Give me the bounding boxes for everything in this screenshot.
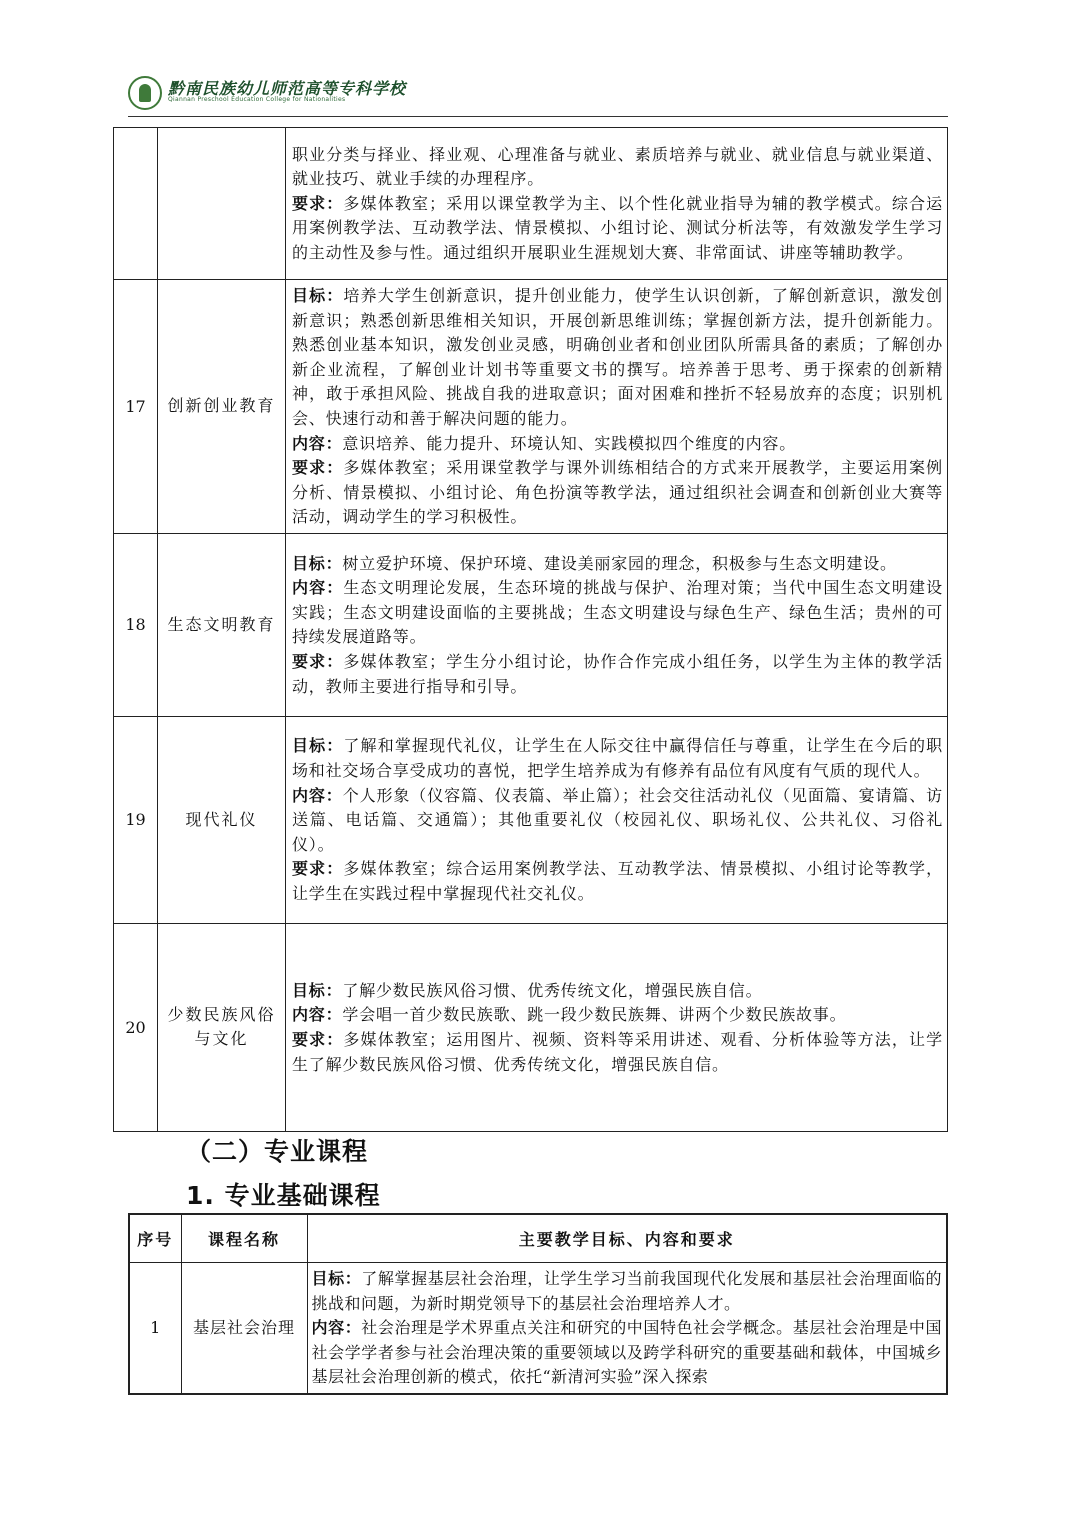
header-course-name: 课程名称 [181, 1214, 307, 1263]
subsection-heading: 1. 专业基础课程 [186, 1181, 381, 1210]
header-divider [128, 116, 948, 117]
row-number: 17 [114, 280, 158, 534]
course-description: 目标：培养大学生创新意识，提升创业能力，使学生认识创新，了解创新意识，激发创新意识；熟悉创新思维相关知识，开展创新思维训练；掌握创新方法，提升创新能力。熟悉创业基本知识，激发创业灵感，明确创业者和创业团队所需具备的素质；了解创办新企业流程，了解创业计划书等重要文书的撰写。培养善于思考、勇于探索的创新精神，敢于承担风险、挑战自我的进取意识；面对困难和挫折不轻易放弃的态度；识别机会、快速行动和善于解决问题的能力。 内容：意识培养、能力提升、环境认知、实践模拟四个维度的内容。 要求：多媒体教室；采用课堂教学与课外训练相结合的方式来开展教学，主要运用案例分析、情景模拟、小组讨论、角色扮演等教学法，通过组织社会调查和创新创业大赛等活动，调动学生的学习积极性。 [286, 280, 948, 534]
course-description: 目标：树立爱护环境、保护环境、建设美丽家园的理念，积极参与生态文明建设。 内容：生态文明理论发展，生态环境的挑战与保护、治理对策；当代中国生态文明建设实践；生态文明建设面临的主要挑战；生态文明建设与绿色生产、绿色生活；贵州的可持续发展道路等。 要求：多媒体教室；学生分小组讨论，协作合作完成小组任务，以学生为主体的教学活动，教师主要进行指导和引导。 [286, 533, 948, 716]
course-description: 目标：了解和掌握现代礼仪，让学生在人际交往中赢得信任与尊重，让学生在今后的职场和社交场合享受成功的喜悦，把学生培养成为有修养有品位有风度有气质的现代人。 内容：个人形象（仪容篇、仪表篇、举止篇）；社会交往活动礼仪（见面篇、宴请篇、访送篇、电话篇、交通篇）；其他重要礼仪（校园礼仪、职场礼仪、公共礼仪、习俗礼仪）。 要求：多媒体教室；综合运用案例教学法、互动教学法、情景模拟、小组讨论等教学，让学生在实践过程中掌握现代社交礼仪。 [286, 716, 948, 923]
table-header-row [129, 1214, 947, 1263]
course-name: 创新创业教育 [158, 280, 286, 534]
table-row [114, 280, 948, 534]
school-name-cn: 黔南民族幼儿师范高等专科学校 [168, 79, 407, 98]
course-name: 生态文明教育 [158, 533, 286, 716]
course-name [158, 128, 286, 280]
section-heading: （二）专业课程 [186, 1137, 369, 1166]
school-emblem-icon [128, 76, 162, 110]
table-row [114, 923, 948, 1131]
course-description: 职业分类与择业、择业观、心理准备与就业、素质培养与就业、就业信息与就业渠道、就业技巧、就业手续的办理程序。 要求：多媒体教室；采用以课堂教学为主、以个性化就业指导为辅的教学模式。综合运用案例教学法、互动教学法、情景模拟、小组讨论、测试分析法等，有效激发学生学习的主动性及参与性。通过组织开展职业生涯规划大赛、非常面试、讲座等辅助教学。 [286, 128, 948, 280]
table-row [114, 128, 948, 280]
header-num: 序号 [129, 1214, 181, 1263]
table-row [114, 716, 948, 923]
general-courses-table [113, 127, 948, 1132]
row-number: 20 [114, 923, 158, 1131]
table-row [114, 533, 948, 716]
row-number: 19 [114, 716, 158, 923]
course-description: 目标：了解掌握基层社会治理，让学生学习当前我国现代化发展和基层社会治理面临的挑战和问题，为新时期党领导下的基层社会治理培养人才。 内容：社会治理是学术界重点关注和研究的中国特色社会学概念。基层社会治理是中国社会学学者参与社会治理决策的重要领域以及跨学科研究的重要基础和载体，中国城乡基层社会治理创新的模式，依托“新清河实验”深入探索 [307, 1263, 947, 1394]
course-name: 基层社会治理 [181, 1263, 307, 1394]
header-content: 主要教学目标、内容和要求 [307, 1214, 947, 1263]
table-row [129, 1263, 947, 1394]
professional-courses-table [128, 1213, 948, 1395]
row-number: 18 [114, 533, 158, 716]
row-number: 1 [129, 1263, 181, 1394]
page-header [128, 72, 948, 112]
course-name: 现代礼仪 [158, 716, 286, 923]
course-name: 少数民族风俗与文化 [158, 923, 286, 1131]
row-number [114, 128, 158, 280]
course-description: 目标：了解少数民族风俗习惯、优秀传统文化，增强民族自信。 内容：学会唱一首少数民族歌、跳一段少数民族舞、讲两个少数民族故事。 要求：多媒体教室；运用图片、视频、资料等采用讲述、观看、分析体验等方法，让学生了解少数民族风俗习惯、优秀传统文化，增强民族自信。 [286, 923, 948, 1131]
school-name-en: Qiannan Preschool Education College for Nationalities [168, 96, 346, 103]
